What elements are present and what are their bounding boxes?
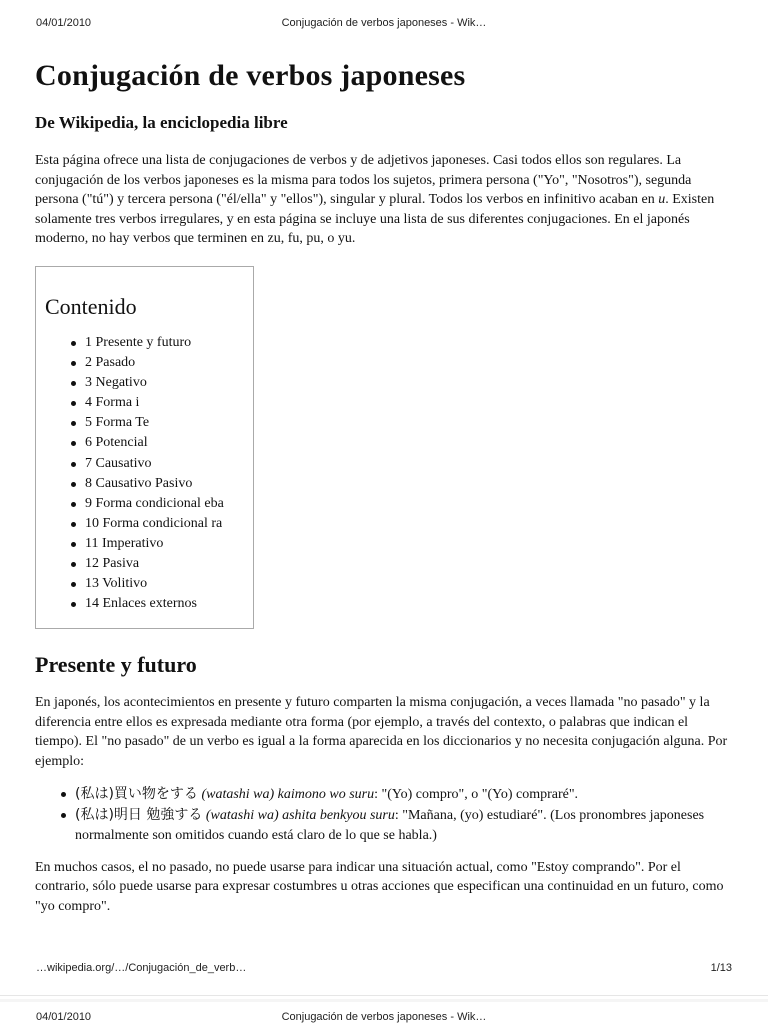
toc-item[interactable]: 7 Causativo xyxy=(85,454,253,474)
example-romaji: (watashi wa) ashita benkyou suru xyxy=(205,807,395,823)
toc-item[interactable]: 12 Pasiva xyxy=(85,554,253,574)
example-romaji: (watashi wa) kaimono wo suru xyxy=(201,786,375,802)
footer-url: …wikipedia.org/…/Conjugación_de_verb… xyxy=(36,962,247,974)
next-page-date: 04/01/2010 xyxy=(36,1011,92,1023)
toc-item[interactable]: 9 Forma condicional eba xyxy=(85,494,253,514)
intro-text-2: . Existen solamente tres verbos irregulares, y en esta página se incluye una lista de sus diferentes conjugaciones. En el japonés moderno, no hay verbos que terminen en zu, fu, pu, o yu. xyxy=(35,192,715,247)
section-paragraph: En muchos casos, el no pasado, no puede usarse para indicar una situación actual, como "Estoy comprando". Por el contrario, sólo puede usarse para expresar costumbres u otras acciones que especifican una continuidad en un futuro, como "yo compro". xyxy=(35,859,724,914)
intro-italic: u xyxy=(658,192,666,208)
example-item xyxy=(75,784,735,805)
print-header xyxy=(36,17,732,31)
article xyxy=(35,54,735,916)
intro-text-1: Esta página ofrece una lista de conjugaciones de verbos y de adjetivos japoneses. Casi todos ellos son regulares. La conjugación de los verbos japoneses es la misma para todos los sujetos, primera persona ("Yo", "Nosotros"), segunda persona ("tú") y tercera persona ("él/ella" y "ellos"), singular y plural. Todos los verbos en infinitivo acaban en xyxy=(35,153,692,208)
example-japanese: (私は)明日 勉強する xyxy=(75,806,203,823)
page-gap xyxy=(0,999,768,1002)
next-page-title: Conjugación de verbos japoneses - Wik… xyxy=(281,1011,487,1023)
toc-item[interactable]: 10 Forma condicional ra xyxy=(85,514,253,534)
example-japanese: (私は)買い物をする xyxy=(75,785,198,802)
toc-item[interactable]: 5 Forma Te xyxy=(85,413,253,433)
example-translation: : "(Yo) compro", o "(Yo) compraré". xyxy=(374,786,579,802)
toc-title: Contenido xyxy=(45,293,137,319)
toc-item[interactable]: 1 Presente y futuro xyxy=(85,333,253,353)
section-paragraph: En japonés, los acontecimientos en presente y futuro comparten la misma conjugación, a veces llamada "no pasado" y la diferencia entre ellos es expresada mediante otra forma (por ejemplo, a través del contexto, o palabras que indican el tiempo). El "no pasado" de un verbo es igual a la forma aparecida en los diccionarios y no necesita conjugación alguna. Por ejemplo: xyxy=(35,695,728,770)
toc-item[interactable]: 14 Enlaces externos xyxy=(85,594,253,614)
toc-item[interactable]: 13 Volitivo xyxy=(85,574,253,594)
next-page-header xyxy=(36,1011,732,1025)
toc-item[interactable]: 3 Negativo xyxy=(85,373,253,393)
toc-item[interactable]: 11 Imperativo xyxy=(85,534,253,554)
page-title: Conjugación de verbos japoneses xyxy=(35,59,466,92)
example-list xyxy=(35,784,735,846)
toc-list xyxy=(45,333,253,614)
toc-item[interactable]: 8 Causativo Pasivo xyxy=(85,474,253,494)
example-translation: : "Mañana, (yo) estudiaré". (Los pronombres japoneses normalmente son omitidos cuando está claro de lo que se habla.) xyxy=(75,807,705,843)
print-footer xyxy=(36,962,732,976)
table-of-contents xyxy=(35,266,254,629)
page-separator xyxy=(0,995,768,996)
print-date: 04/01/2010 xyxy=(36,17,92,29)
toc-item[interactable]: 2 Pasado xyxy=(85,353,253,373)
section-heading: Presente y futuro xyxy=(35,652,197,678)
example-item xyxy=(75,805,735,846)
intro-paragraph xyxy=(35,151,735,249)
footer-page-number: 1/13 xyxy=(710,962,732,974)
page-subtitle: De Wikipedia, la enciclopedia libre xyxy=(35,113,288,132)
toc-item[interactable]: 6 Potencial xyxy=(85,433,253,453)
print-title: Conjugación de verbos japoneses - Wik… xyxy=(281,17,487,29)
toc-item[interactable]: 4 Forma i xyxy=(85,393,253,413)
